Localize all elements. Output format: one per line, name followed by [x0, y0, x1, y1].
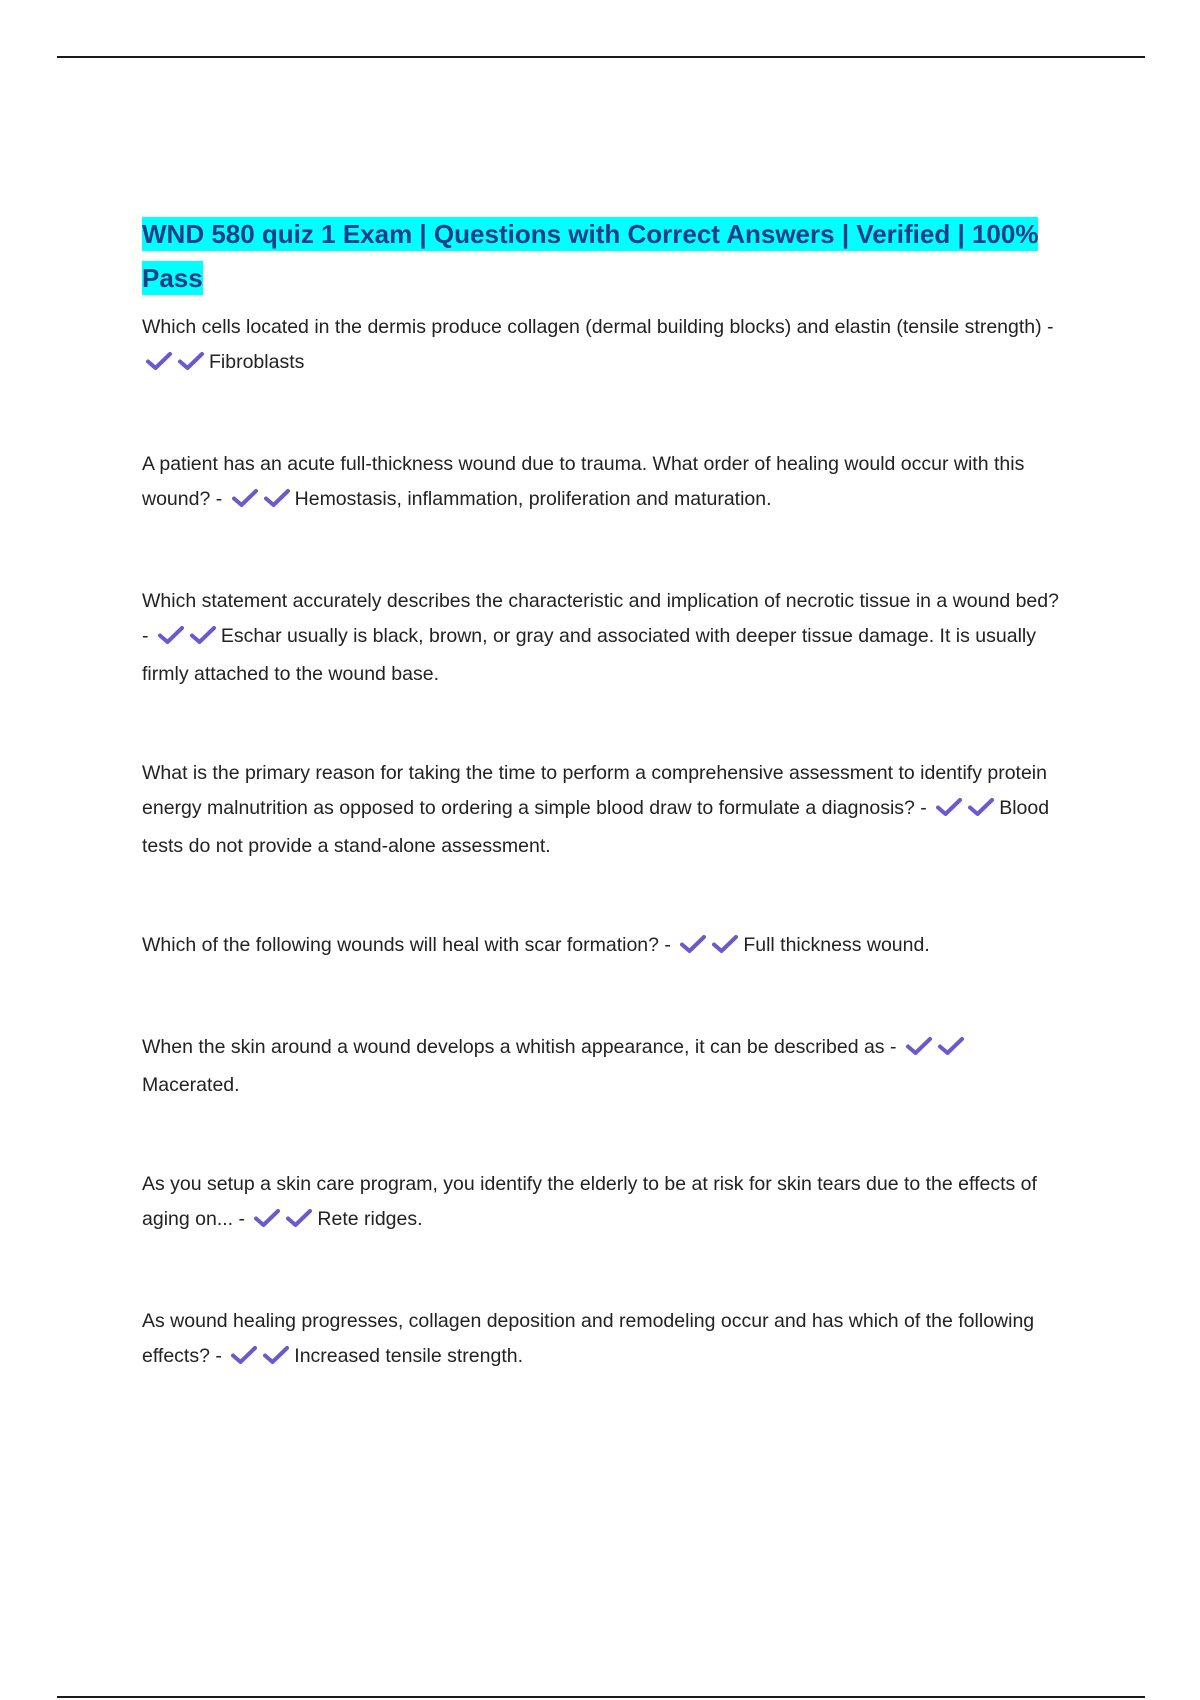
qa-item-4 — [142, 756, 1062, 864]
question-text: What is the primary reason for taking the time to perform a comprehensive assessment to identify protein energy malnutrition as opposed to ordering a simple blood draw to formulate a diagnosis? - — [142, 762, 1047, 819]
check-icon — [190, 625, 216, 645]
check-icon — [906, 1036, 932, 1056]
question-text: As wound healing progresses, collagen deposition and remodeling occur and has which of the following effects? - — [142, 1310, 1035, 1367]
title-highlight: WND 580 quiz 1 Exam | Questions with Correct Answers | Verified | 100% Pass — [142, 219, 1039, 293]
question-text: Which cells located in the dermis produce collagen (dermal building blocks) and elastin (tensile strength) - — [142, 316, 1054, 338]
check-icon — [178, 351, 204, 371]
document-title — [142, 212, 1062, 300]
answer-text: Rete ridges. — [317, 1208, 423, 1230]
check-icon — [938, 1036, 964, 1056]
answer-text: Blood tests do not provide a stand-alone assessment. — [142, 797, 1050, 857]
qa-item-5 — [142, 928, 1062, 966]
bottom-rule — [57, 1696, 1145, 1698]
question-text: Which of the following wounds will heal with scar formation? - — [142, 934, 671, 956]
double-check-icon — [158, 622, 219, 657]
answer-text: Hemostasis, inflammation, proliferation and maturation. — [294, 488, 772, 510]
answer-text: Increased tensile strength. — [294, 1345, 523, 1367]
check-icon — [231, 1345, 257, 1365]
double-check-icon — [231, 1342, 292, 1377]
double-check-icon — [936, 794, 997, 829]
check-icon — [286, 1208, 312, 1228]
question-text: Which statement accurately describes the characteristic and implication of necrotic tissue in a wound bed? - — [142, 590, 1059, 647]
question-text: A patient has an acute full-thickness wound due to trauma. What order of healing would occur with this wound? - — [142, 453, 1025, 510]
double-check-icon — [680, 931, 741, 966]
double-check-icon — [254, 1205, 315, 1240]
qa-item-6 — [142, 1030, 1062, 1103]
question-text: As you setup a skin care program, you identify the elderly to be at risk for skin tears due to the effects of aging on... - — [142, 1173, 1037, 1230]
check-icon — [968, 797, 994, 817]
check-icon — [712, 934, 738, 954]
answer-text: Fibroblasts — [209, 351, 305, 373]
answer-text: Full thickness wound. — [743, 934, 930, 956]
answer-text: Eschar usually is black, brown, or gray and associated with deeper tissue damage. It is usually firmly attached to the wound base. — [142, 625, 1036, 685]
double-check-icon — [232, 485, 293, 520]
check-icon — [936, 797, 962, 817]
document-body — [142, 212, 1062, 1377]
check-icon — [680, 934, 706, 954]
answer-text: Macerated. — [142, 1074, 240, 1096]
check-icon — [263, 1345, 289, 1365]
check-icon — [146, 351, 172, 371]
check-icon — [158, 625, 184, 645]
question-text: When the skin around a wound develops a whitish appearance, it can be described as - — [142, 1036, 897, 1058]
qa-item-3 — [142, 584, 1062, 692]
qa-item-8 — [142, 1304, 1062, 1377]
check-icon — [254, 1208, 280, 1228]
check-icon — [232, 488, 258, 508]
double-check-icon — [146, 348, 207, 383]
qa-item-2 — [142, 447, 1062, 520]
qa-item-1 — [142, 310, 1062, 383]
check-icon — [264, 488, 290, 508]
top-rule — [57, 56, 1145, 58]
qa-item-7 — [142, 1167, 1062, 1240]
double-check-icon — [906, 1033, 967, 1068]
